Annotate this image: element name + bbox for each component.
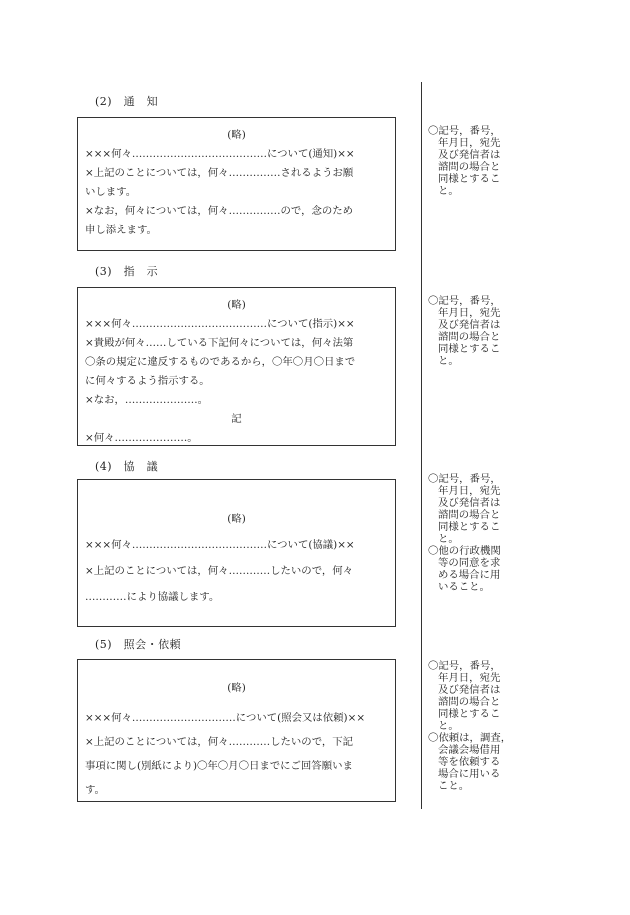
section-heading-kyogi: (4) 協 議 [95, 460, 159, 473]
omitted-marker: (略) [227, 682, 246, 694]
note-line: と。 [438, 533, 459, 545]
box-line: ×上記のことについては，何々…………したいので，下記 [85, 736, 354, 748]
note-line: 及び発信者は [438, 319, 501, 331]
box-line: ×上記のことについては，何々…………したいので，何々 [85, 565, 354, 577]
box-line: す。 [85, 784, 105, 796]
box-line: ×××何々…………………………………について(通知)×× [85, 148, 355, 160]
note-line: 場合に用いる [438, 768, 501, 780]
note-line: 諮問の場合と [438, 161, 501, 173]
omitted-marker: (略) [227, 513, 246, 525]
box-line: …………により協議します。 [85, 591, 220, 603]
note-line: 〇他の行政機関 [428, 545, 501, 557]
note-line: 同様とするこ [438, 708, 501, 720]
margin-note-tsuchi [428, 125, 501, 197]
note-line: 諮問の場合と [438, 331, 501, 343]
box-line: 事項に関し(別紙により)〇年〇月〇日までにご回答願いま [85, 760, 353, 772]
omitted-marker: (略) [227, 299, 246, 311]
box-line: 〇条の規定に違反するものであるから，〇年〇月〇日まで [85, 356, 356, 368]
note-line: いること。 [438, 581, 490, 593]
margin-note-shokai-irai [428, 660, 511, 792]
box-line: ×××何々…………………………について(照会又は依頼)×× [85, 712, 366, 724]
note-line: 会議会場借用 [438, 744, 501, 756]
note-line: 年月日，宛先 [438, 485, 501, 497]
margin-note-kyogi [428, 473, 501, 593]
template-box-shiji [77, 287, 396, 446]
note-line: 同様とするこ [438, 173, 501, 185]
template-box-tsuchi [77, 117, 396, 251]
box-line: 申し添えます。 [85, 224, 157, 236]
margin-divider-line [421, 82, 422, 809]
note-line: 同様とするこ [438, 343, 501, 355]
note-line: める場合に用 [438, 569, 501, 581]
note-line: 諮問の場合と [438, 509, 501, 521]
section-heading-tsuchi: (2) 通 知 [95, 95, 159, 108]
template-box-kyogi [77, 479, 396, 627]
note-line: 年月日，宛先 [438, 307, 501, 319]
box-line: ×貴殿が何々……している下記何々については，何々法第 [85, 337, 354, 349]
note-line: と。 [438, 185, 459, 197]
section-heading-shiji: (3) 指 示 [95, 265, 159, 278]
omitted-marker: (略) [227, 129, 246, 141]
note-line: 〇記号，番号， [428, 125, 501, 137]
ki-marker: 記 [231, 413, 242, 425]
box-line: ×××何々…………………………………について(協議)×× [85, 539, 355, 551]
note-line: 〇依頼は，調査， [428, 732, 512, 744]
template-box-shokai-irai [77, 659, 396, 802]
box-line: ×上記のことについては，何々……………されるようお願 [85, 167, 354, 179]
box-line: ×何々…………………。 [85, 432, 198, 444]
note-line: 同様とするこ [438, 521, 501, 533]
note-line: 〇記号，番号， [428, 660, 501, 672]
note-line: 〇記号，番号， [428, 295, 501, 307]
note-line: と。 [438, 355, 459, 367]
box-line: いします。 [85, 186, 137, 198]
note-line: 〇記号，番号， [428, 473, 501, 485]
margin-note-shiji [428, 295, 501, 367]
note-line: 及び発信者は [438, 497, 501, 509]
note-line: 等を依頼する [438, 756, 501, 768]
note-line: 及び発信者は [438, 149, 501, 161]
note-line: 年月日，宛先 [438, 137, 501, 149]
note-line: こと。 [438, 780, 470, 792]
note-line: 及び発信者は [438, 684, 501, 696]
box-line: ×なお，…………………。 [85, 394, 209, 406]
section-heading-shokai-irai: (5) 照会・依頼 [95, 638, 182, 651]
note-line: 年月日，宛先 [438, 672, 501, 684]
note-line: 諮問の場合と [438, 696, 501, 708]
box-line: ×なお，何々については，何々……………ので，念のため [85, 205, 354, 217]
box-line: ×××何々…………………………………について(指示)×× [85, 318, 355, 330]
note-line: と。 [438, 720, 459, 732]
note-line: 等の同意を求 [438, 557, 501, 569]
box-line: に何々するよう指示する。 [85, 375, 210, 387]
